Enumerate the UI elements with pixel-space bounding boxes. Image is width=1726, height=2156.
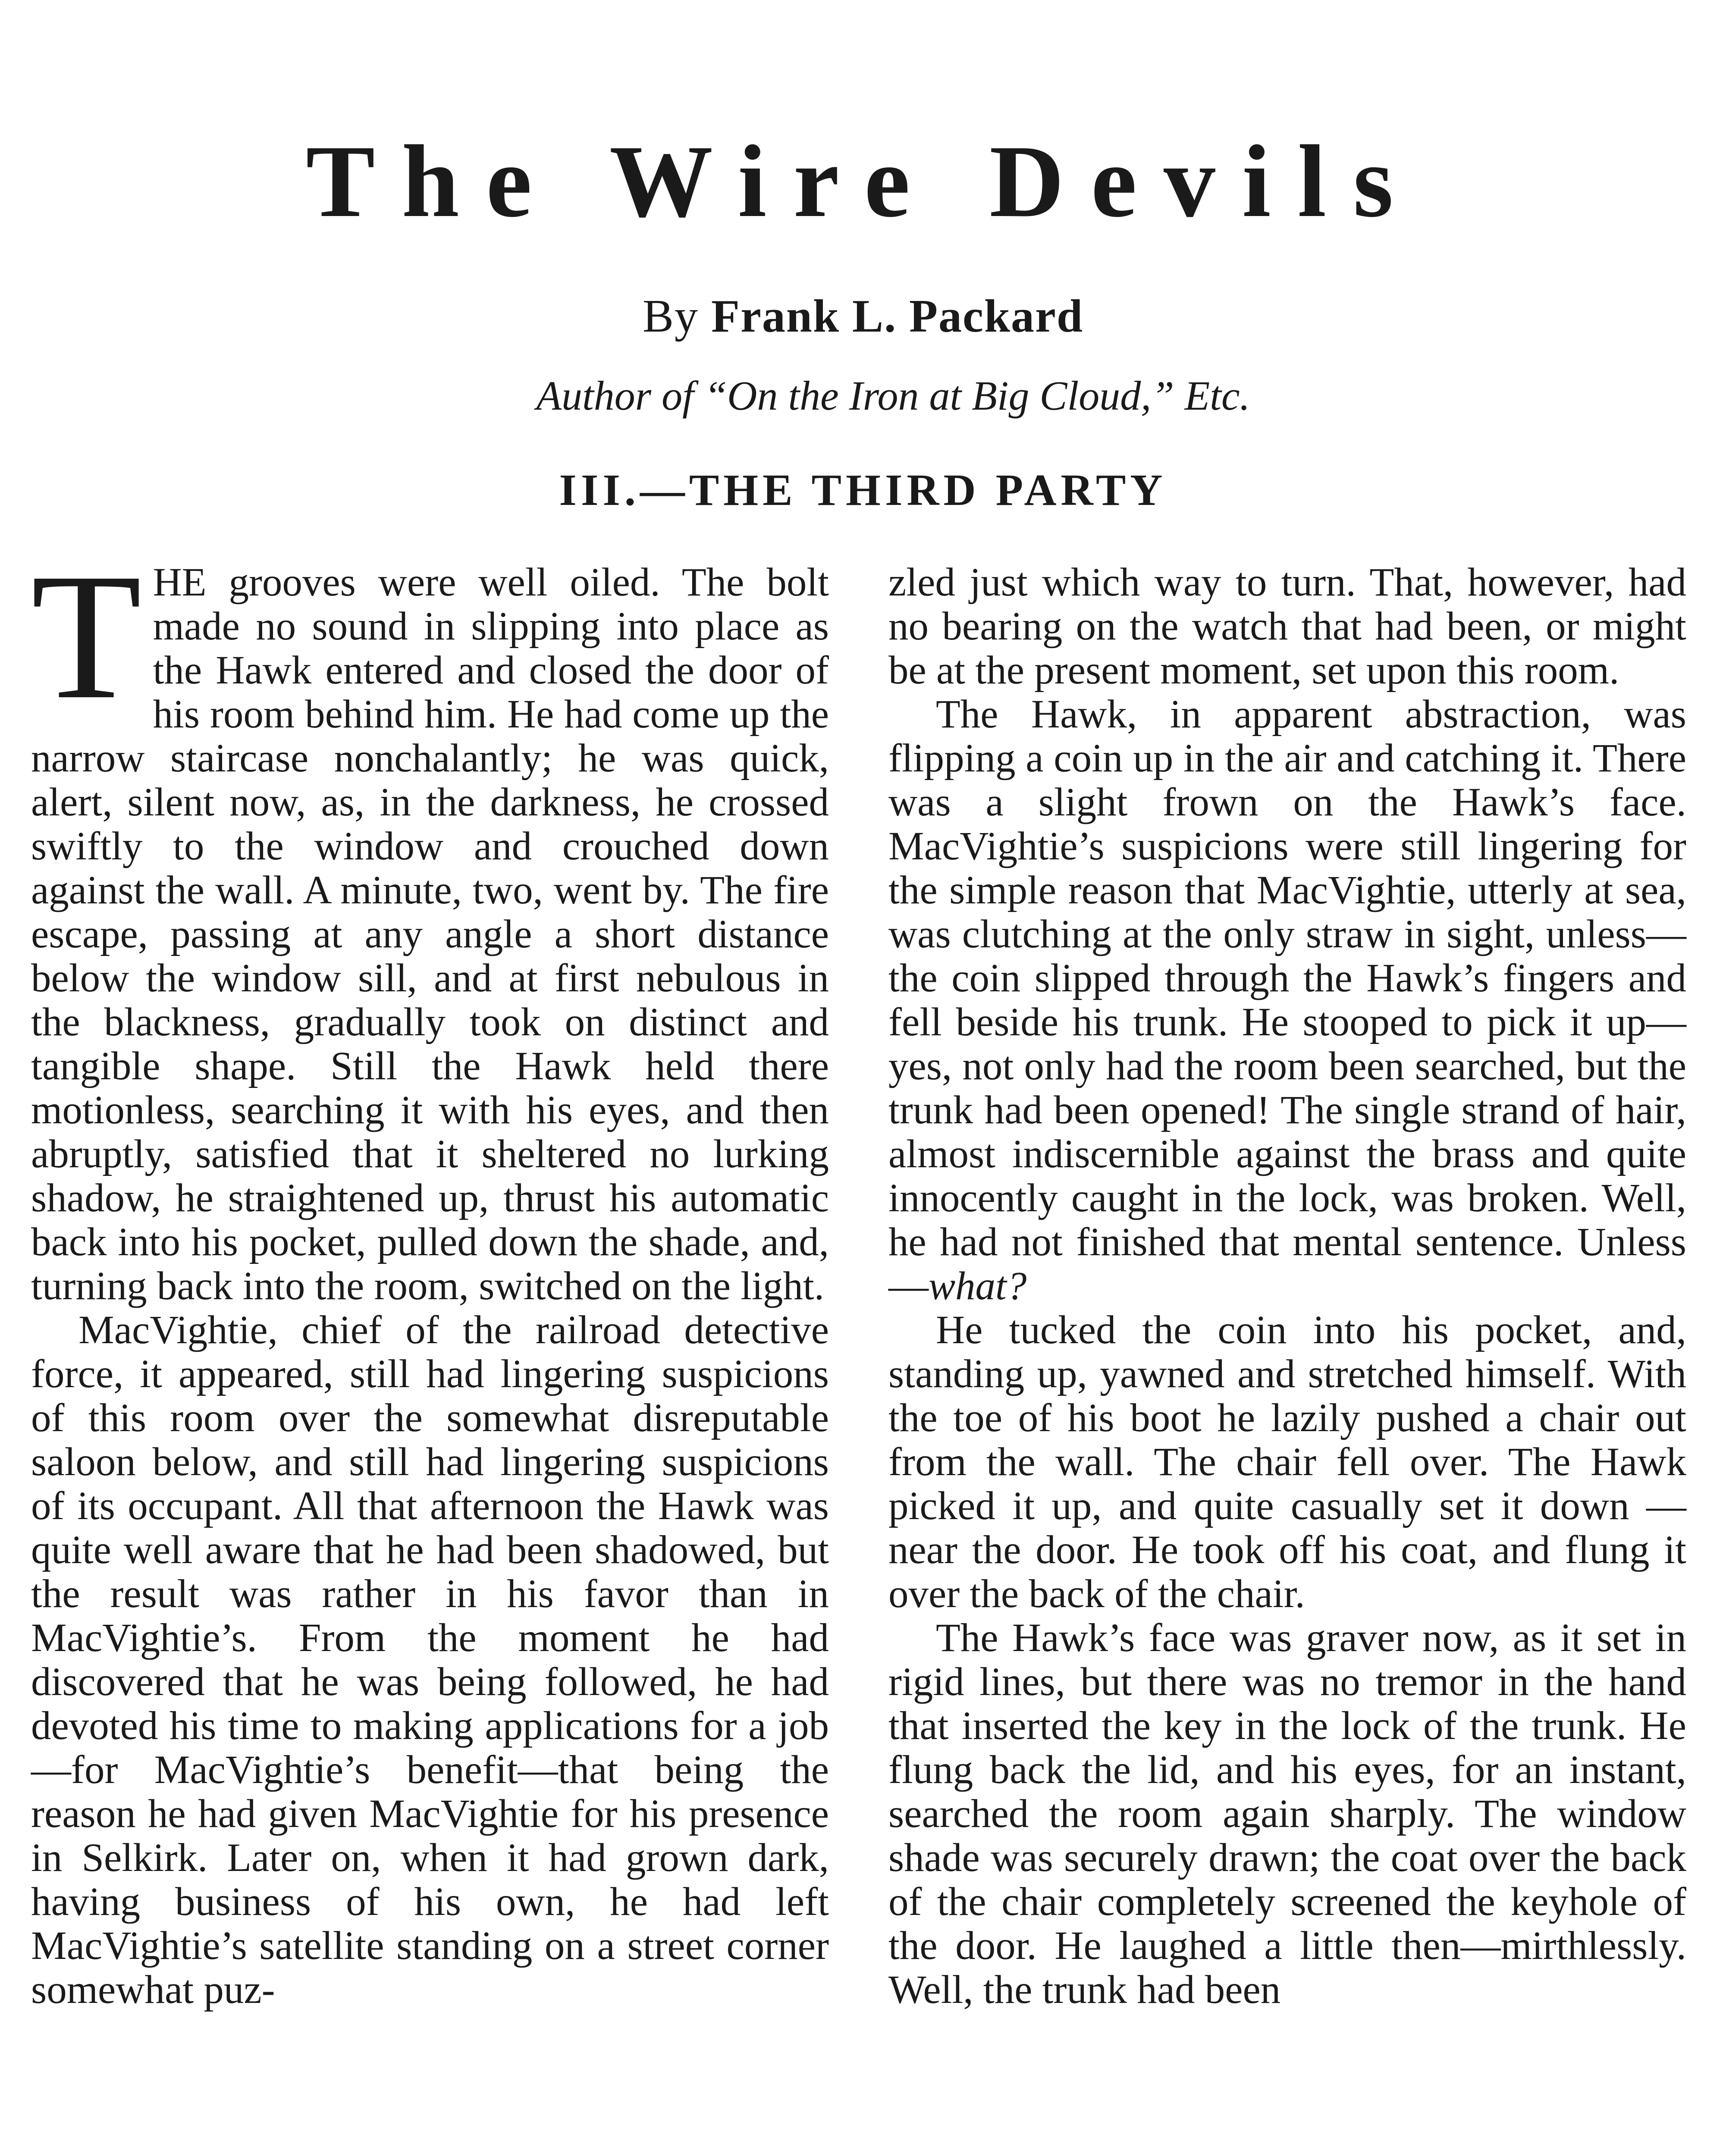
paragraph [888, 693, 1686, 1308]
right-column [888, 561, 1686, 2012]
paragraph-text: The Hawk, in apparent abstraction, was flipping a coin up in the air and catching it. There was a slight frown on the Hawk’s face. MacVightie’s suspicions were still lingering for the simple reason that MacVightie, utterly at sea, was clutching at the only straw in sight, unless—the coin slipped through the Hawk’s fingers and fell beside his trunk. He stooped to pick it up—yes, not only had the room been searched, but the trunk had been opened! The single strand of hair, almost indiscernible against the brass and quite innocently caught in the lock, was broken. Well, he had not finished that mental sentence. Unless— [888, 692, 1686, 1308]
paragraph: zled just which way to turn. That, however, had no bearing on the watch that had been, or might be at the present moment, set upon this room. [888, 560, 1686, 693]
byline [0, 293, 1726, 340]
paragraph-text: HE grooves were well oiled. The bolt made no sound in slipping into place as the Hawk entered and closed the door of his room behind him. He had come up the narrow staircase nonchalantly; he was quick, alert, silent now, as, in the darkness, he crossed swiftly to the window and crouched down against the wall. A minute, two, went by. The fire escape, passing at any angle a short distance below the window sill, and at first nebulous in the blackness, gradually took on distinct and tangible shape. Still the Hawk held there motionless, searching it with his eyes, and then abruptly, satisfied that it sheltered no lurking shadow, he straightened up, thrust his automatic back into his pocket, pulled down the shade, and, turning back into the room, switched on the light. [31, 560, 829, 1308]
paragraph: The Hawk’s face was graver now, as it set in rigid lines, but there was no tremor in the hand that inserted the key in the lock of the trunk. He flung back the lid, and his eyes, for an instant, searched the room again sharply. The window shade was securely drawn; the coat over the back of the chair completely screened the keyhole of the door. He laughed a little then—mirthlessly. Well, the trunk had been [888, 1616, 1686, 2012]
story-title: The Wire Devils [306, 124, 1420, 238]
drop-cap: T [31, 536, 142, 736]
left-column [31, 536, 829, 2012]
paragraph [31, 536, 829, 1308]
byline-prefix: By [642, 291, 699, 342]
paragraph: He tucked the coin into his pocket, and, standing up, yawned and stretched himself. With the toe of his boot he lazily pushed a chair out from the wall. The chair fell over. The Hawk picked it up, and quite casually set it down —near the door. He took off his coat, and flung it over the back of the chair. [888, 1308, 1686, 1616]
italic-emphasis: what? [929, 1264, 1027, 1308]
paragraph: MacVightie, chief of the railroad detective force, it appeared, still had lingering suspicions of this room over the somewhat disreputable saloon below, and still had lingering suspicions of its occupant. All that afternoon the Hawk was quite well aware that he had been shadowed, but the result was rather in his favor than in MacVightie’s. From the moment he had discovered that he was being followed, he had devoted his time to making applications for a job—for MacVightie’s benefit—that being the reason he had given MacVightie for his presence in Selkirk. Later on, when it had grown dark, having business of his own, he had left MacVightie’s satellite standing on a street corner somewhat puz- [31, 1308, 829, 2012]
author-name: Frank L. Packard [711, 291, 1084, 342]
author-credit: Author of “On the Iron at Big Cloud,” Etc. [536, 373, 1250, 419]
chapter-heading: III.—THE THIRD PARTY [559, 465, 1167, 515]
